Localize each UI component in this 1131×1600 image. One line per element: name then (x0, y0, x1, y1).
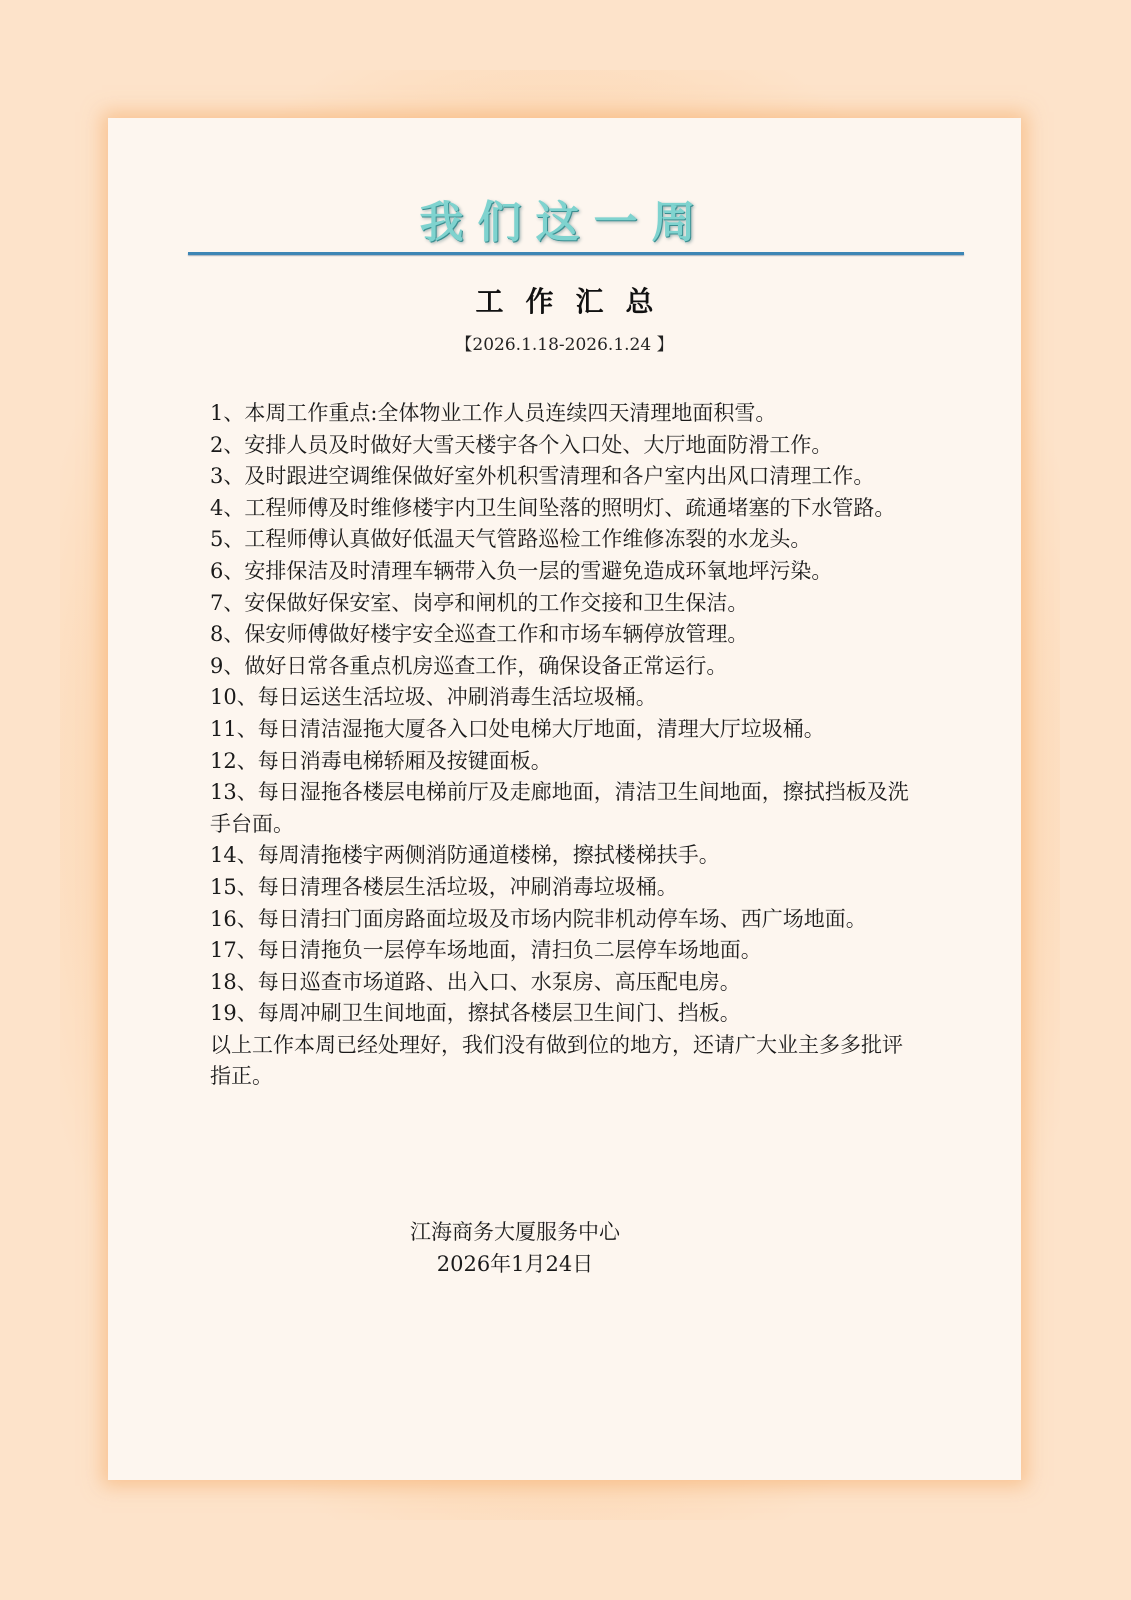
work-item: 11、每日清洁湿拖大厦各入口处电梯大厅地面，清理大厅垃圾桶。 (210, 716, 825, 741)
work-item: 10、每日运送生活垃圾、冲刷消毒生活垃圾桶。 (210, 685, 657, 710)
work-item: 7、安保做好保安室、岗亭和闸机的工作交接和卫生保洁。 (210, 590, 749, 615)
work-item: 9、做好日常各重点机房巡查工作，确保设备正常运行。 (210, 653, 728, 678)
signature-date: 2026年1月24日 (436, 1252, 594, 1276)
work-item: 13、每日湿拖各楼层电梯前厅及走廊地面，清洁卫生间地面，擦拭挡板及洗手台面。 (210, 780, 909, 836)
work-item-list (210, 398, 922, 1093)
date-range: 【2026.1.18-2026.1.24 】 (455, 335, 674, 355)
signature-block (390, 1216, 640, 1280)
work-item: 4、工程师傅及时维修楼宇内卫生间坠落的照明灯、疏通堵塞的下水管路。 (210, 495, 896, 520)
notice-paper (108, 118, 1021, 1480)
work-item: 5、工程师傅认真做好低温天气管路巡检工作维修冻裂的水龙头。 (210, 527, 812, 552)
work-item: 12、每日消毒电梯轿厢及按键面板。 (210, 748, 552, 773)
work-item: 16、每日清扫门面房路面垃圾及市场内院非机动停车场、西广场地面。 (210, 906, 867, 931)
work-item: 15、每日清理各楼层生活垃圾，冲刷消毒垃圾桶。 (210, 874, 678, 899)
work-item: 17、每日清拖负一层停车场地面，清扫负二层停车场地面。 (210, 938, 762, 963)
work-item: 2、安排人员及时做好大雪天楼宇各个入口处、大厅地面防滑工作。 (210, 432, 833, 457)
work-item: 3、及时跟进空调维保做好室外机积雪清理和各户室内出风口清理工作。 (210, 464, 875, 489)
work-item: 14、每周清拖楼宇两侧消防通道楼梯，擦拭楼梯扶手。 (210, 843, 720, 868)
work-item: 19、每周冲刷卫生间地面，擦拭各楼层卫生间门、挡板。 (210, 1001, 741, 1026)
work-item: 18、每日巡查市场道路、出入口、水泵房、高压配电房。 (210, 969, 741, 994)
work-item: 8、保安师傅做好楼宇安全巡查工作和市场车辆停放管理。 (210, 622, 749, 647)
closing-remark: 以上工作本周已经处理好，我们没有做到位的地方，还请广大业主多多批评指正。 (210, 1032, 903, 1089)
subtitle: 工作汇总 (475, 285, 676, 318)
work-item: 1、本周工作重点:全体物业工作人员连续四天清理地面积雪。 (210, 401, 777, 425)
title-divider (188, 252, 964, 255)
work-item: 6、安排保洁及时清理车辆带入负一层的雪避免造成环氧地坪污染。 (210, 558, 833, 583)
signature-org: 江海商务大厦服务中心 (410, 1220, 620, 1244)
banner-title: 我们这一周 (419, 197, 710, 248)
